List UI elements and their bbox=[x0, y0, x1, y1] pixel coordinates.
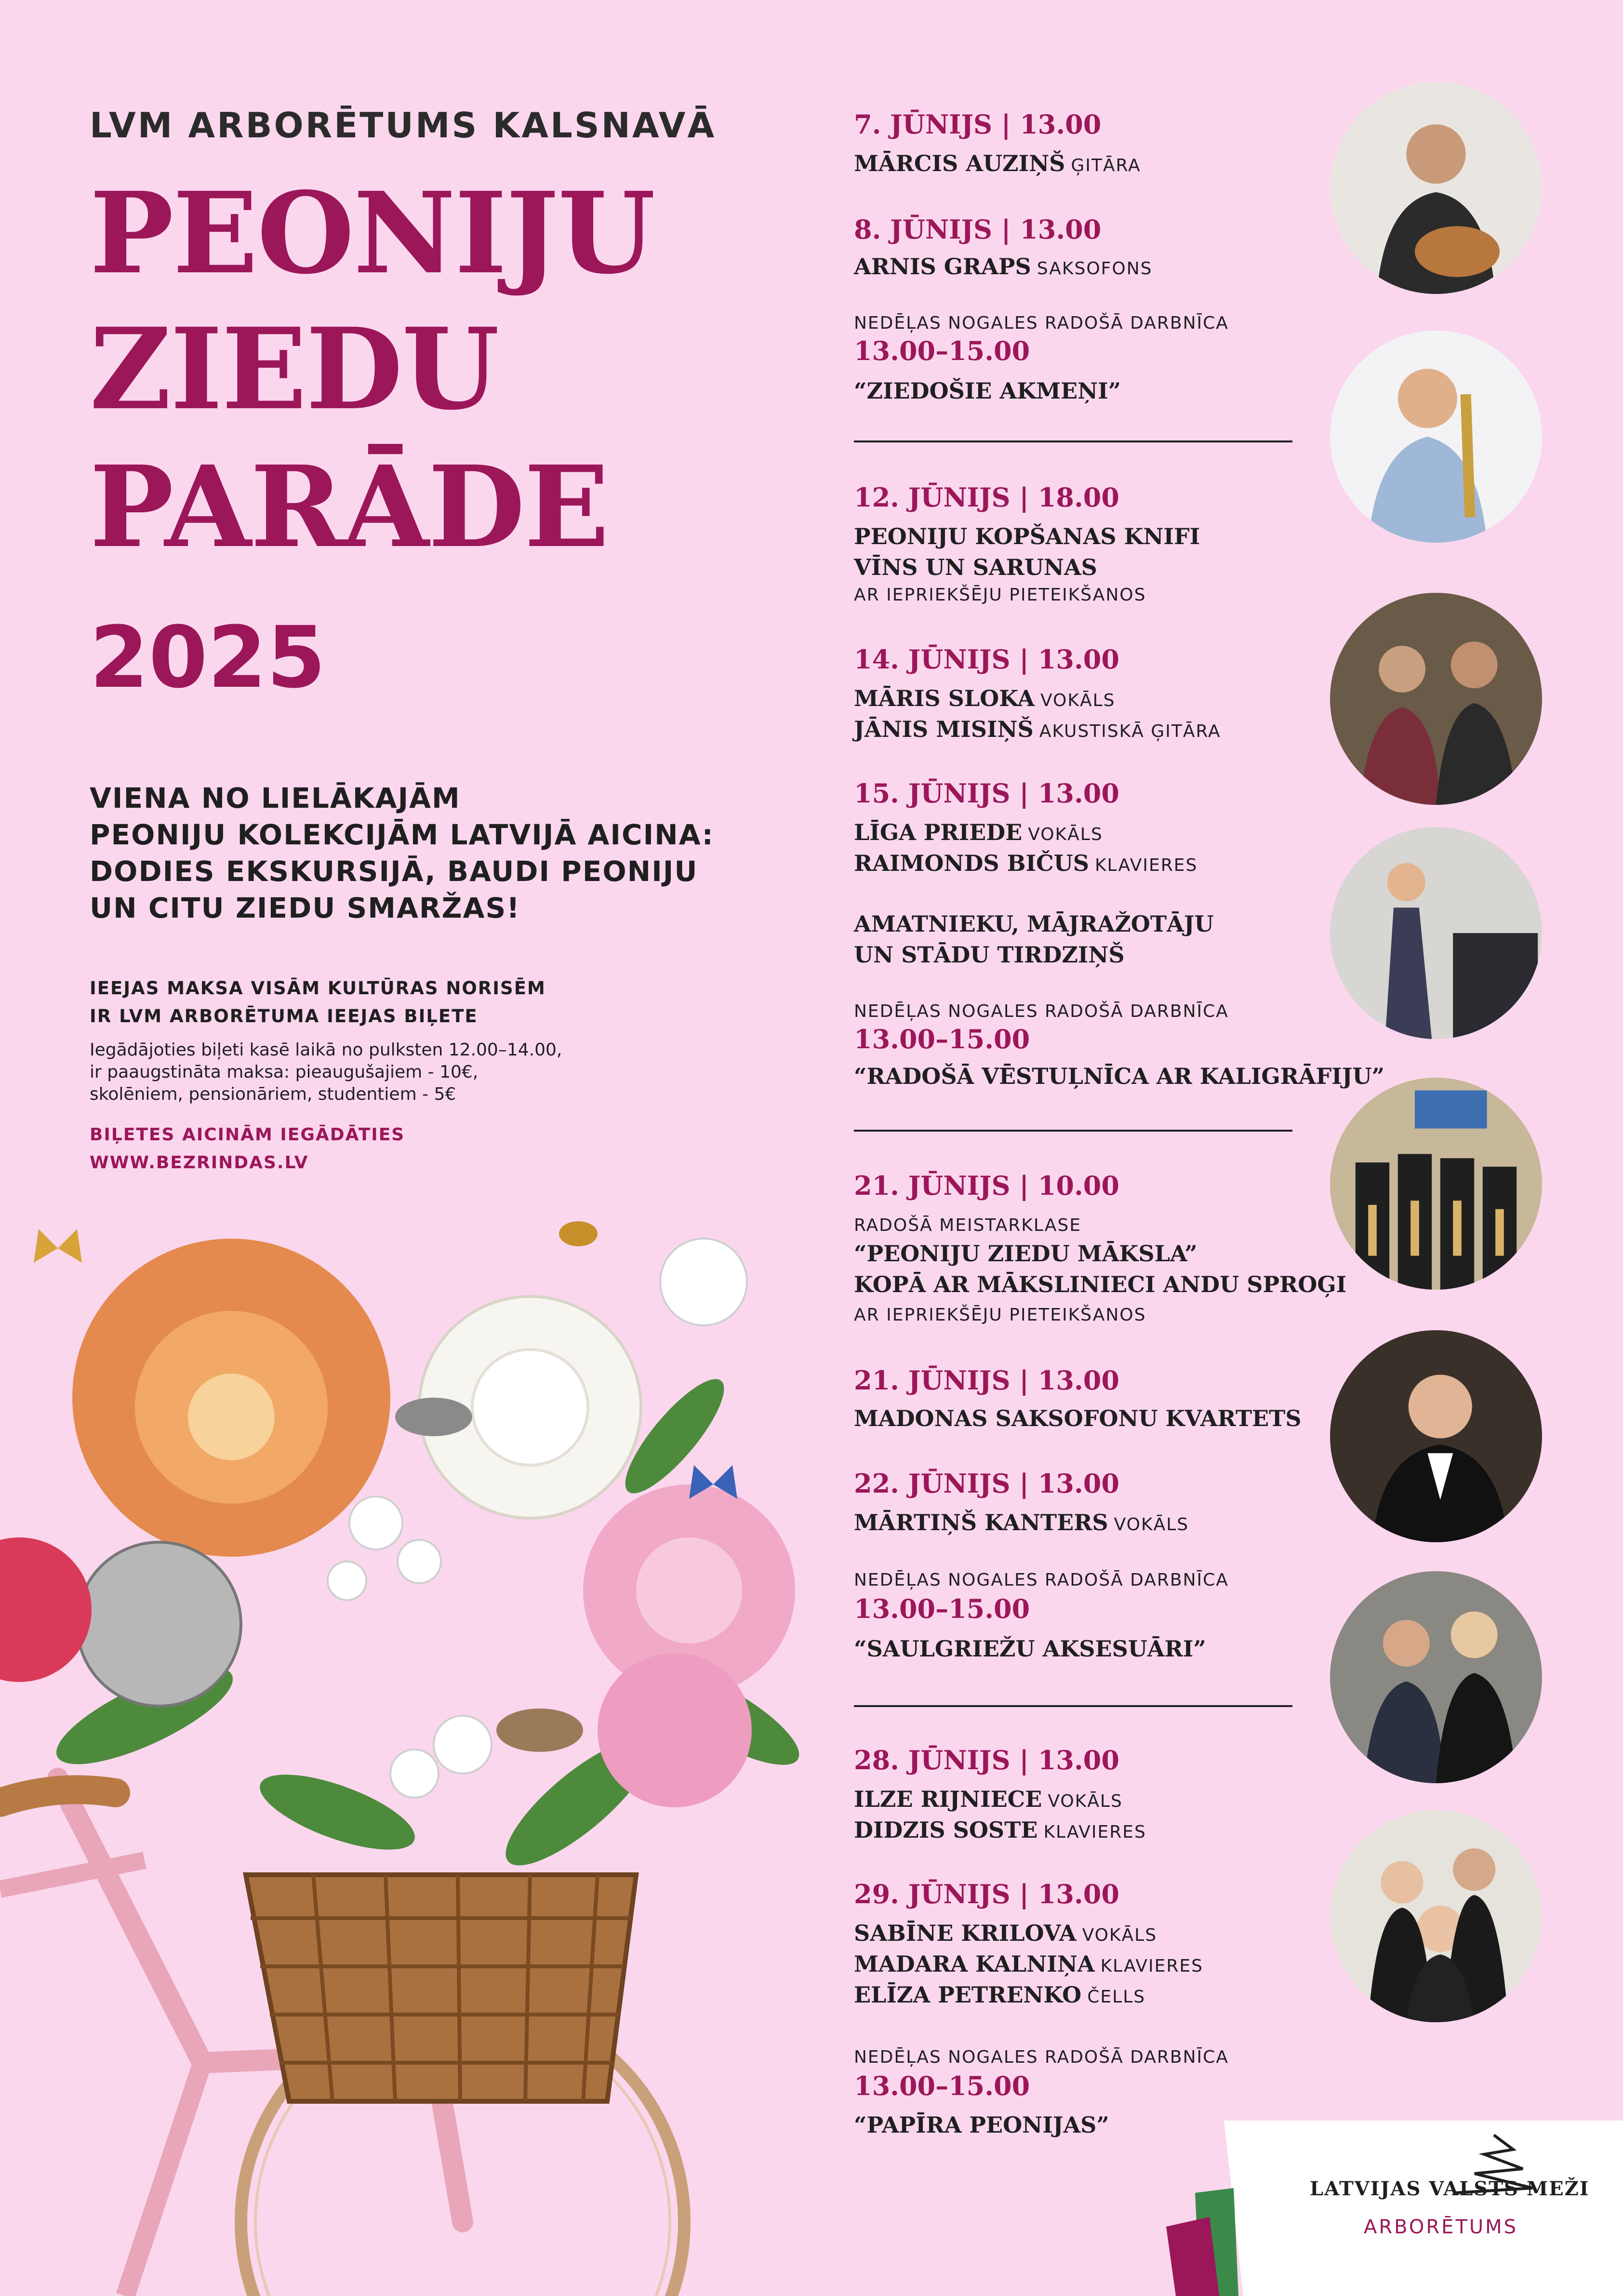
performer-name: SABĪNE KRILOVA bbox=[854, 1920, 1077, 1946]
intro-text bbox=[90, 780, 716, 926]
performer-role: VOKĀLS bbox=[1028, 825, 1103, 844]
workshop-time: 13.00–15.00 bbox=[854, 335, 1030, 366]
workshop-time: 13.00–15.00 bbox=[854, 1593, 1030, 1624]
performer-photo-saxophonist bbox=[1330, 331, 1542, 543]
performer-name: MĀRCIS AUZIŅŠ bbox=[854, 150, 1065, 176]
intro-line: UN CITU ZIEDU SMARŽAS! bbox=[90, 892, 520, 924]
performer-name: ILZE RIJNIECE bbox=[854, 1786, 1042, 1812]
workshop-label: NEDĒĻAS NOGALES RADOŠĀ DARBNĪCA bbox=[854, 1001, 1229, 1021]
workshop-title: “RADOŠĀ VĒSTUĻNĪCA AR KALIGRĀFIJU” bbox=[854, 1063, 1385, 1089]
performer-name: ARNIS GRAPS bbox=[854, 254, 1031, 280]
event-date: 21. JŪNIJS | 10.00 bbox=[854, 1170, 1119, 1201]
performer-photo-saxophone-quartet bbox=[1330, 1078, 1542, 1290]
performer-line bbox=[854, 150, 1141, 176]
performer-photo-vocalist-glasses bbox=[1330, 1330, 1542, 1542]
title-line-3: PARĀDE bbox=[90, 441, 609, 573]
fee-details bbox=[90, 1039, 716, 1106]
event-date: 8. JŪNIJS | 13.00 bbox=[854, 214, 1102, 245]
performer-role: VOKĀLS bbox=[1040, 691, 1116, 710]
registration-note: AR IEPRIEKŠĒJU PIETEIKŠANOS bbox=[854, 585, 1146, 605]
performer-line bbox=[854, 1509, 1189, 1535]
performer-line bbox=[854, 1920, 1157, 1946]
performer-name: RAIMONDS BIČUS bbox=[854, 850, 1089, 876]
performer-name: MADARA KALNIŅA bbox=[854, 1951, 1095, 1977]
performer-role: ĢITĀRA bbox=[1071, 156, 1141, 175]
performer-photo-duo-piano bbox=[1330, 1571, 1542, 1783]
workshop-time: 13.00–15.00 bbox=[854, 1024, 1030, 1055]
fee-detail-line: Iegādājoties biļeti kasē laikā no pulksten 12.00–14.00, bbox=[90, 1040, 562, 1060]
market-title: AMATNIEKU, MĀJRAŽOTĀJU bbox=[854, 911, 1214, 937]
performer-name: DIDZIS SOSTE bbox=[854, 1817, 1038, 1843]
performer-line bbox=[854, 1951, 1203, 1977]
basket-icon bbox=[246, 1875, 636, 2101]
event-date: 7. JŪNIJS | 13.00 bbox=[854, 109, 1102, 140]
performer-role: VOKĀLS bbox=[1048, 1791, 1123, 1811]
performer-role: VOKĀLS bbox=[1114, 1515, 1189, 1535]
fee-heading-line: IR LVM ARBORĒTUMA IEEJAS BIĻETE bbox=[90, 1006, 478, 1027]
workshop-label: NEDĒĻAS NOGALES RADOŠĀ DARBNĪCA bbox=[854, 313, 1229, 333]
logo-name: LATVIJAS VALSTS MEŽI bbox=[1310, 2177, 1590, 2200]
performer-line bbox=[854, 819, 1103, 845]
event-title: “PEONIJU ZIEDU MĀKSLA” bbox=[854, 1241, 1197, 1267]
section-divider bbox=[854, 1130, 1292, 1132]
event-title: KOPĀ AR MĀKSLINIECI ANDU SPROĢI bbox=[854, 1271, 1347, 1297]
tickets-link[interactable]: WWW.BEZRINDAS.LV bbox=[90, 1153, 309, 1173]
performer-role: ČELLS bbox=[1087, 1987, 1146, 2007]
intro-line: DODIES EKSKURSIJĀ, BAUDI PEONIJU bbox=[90, 855, 698, 888]
performer-photo-duo-guitar bbox=[1330, 593, 1542, 805]
event-date: 22. JŪNIJS | 13.00 bbox=[854, 1468, 1119, 1499]
performer-line bbox=[854, 850, 1197, 876]
performer-name: JĀNIS MISIŅŠ bbox=[854, 716, 1034, 742]
logo-subtitle: ARBORĒTUMS bbox=[1364, 2216, 1518, 2238]
workshop-title: “SAULGRIEŽU AKSESUĀRI” bbox=[854, 1636, 1206, 1662]
performer-photo-guitarist bbox=[1330, 82, 1542, 294]
bicycle-flowers-illustration bbox=[0, 1137, 829, 2296]
tickets-label: BIĻETES AICINĀM IEGĀDĀTIES bbox=[90, 1125, 405, 1145]
fee-detail-line: skolēniem, pensionāriem, studentiem - 5€ bbox=[90, 1084, 456, 1104]
performer-name: MĀRIS SLOKA bbox=[854, 685, 1035, 711]
performer-name: MĀRTIŅŠ KANTERS bbox=[854, 1509, 1108, 1535]
bird-icon bbox=[496, 1709, 583, 1752]
performer-line bbox=[854, 716, 1221, 742]
section-divider bbox=[854, 1705, 1292, 1707]
performer-role: VOKĀLS bbox=[1082, 1925, 1157, 1945]
venue-heading: LVM ARBORĒTUMS KALSNAVĀ bbox=[90, 105, 717, 146]
event-title: PEONIJU KOPŠANAS KNIFI bbox=[854, 523, 1200, 549]
title-line-1: PEONIJU bbox=[90, 167, 655, 299]
performer-line bbox=[854, 1982, 1145, 2008]
performer-name: ELĪZA PETRENKO bbox=[854, 1982, 1082, 2008]
workshop-label: NEDĒĻAS NOGALES RADOŠĀ DARBNĪCA bbox=[854, 2047, 1229, 2067]
workshop-time: 13.00–15.00 bbox=[854, 2070, 1030, 2101]
event-date: 21. JŪNIJS | 13.00 bbox=[854, 1365, 1119, 1396]
title-line-2: ZIEDU bbox=[90, 303, 499, 435]
event-date: 28. JŪNIJS | 13.00 bbox=[854, 1745, 1119, 1775]
performer-name: MADONAS SAKSOFONU KVARTETS bbox=[854, 1405, 1302, 1431]
performer-line bbox=[854, 685, 1116, 711]
workshop-label: NEDĒĻAS NOGALES RADOŠĀ DARBNĪCA bbox=[854, 1570, 1229, 1590]
event-date: 12. JŪNIJS | 18.00 bbox=[854, 482, 1119, 513]
handlebar-grip bbox=[0, 1789, 116, 1802]
butterfly-icon bbox=[34, 1229, 82, 1263]
event-date: 29. JŪNIJS | 13.00 bbox=[854, 1879, 1119, 1909]
performer-photo-singer-pianist bbox=[1330, 827, 1542, 1039]
intro-line: VIENA NO LIELĀKAJĀM bbox=[90, 782, 461, 814]
logo-background bbox=[1166, 2121, 1623, 2296]
performer-name: LĪGA PRIEDE bbox=[854, 819, 1023, 845]
performer-role: KLAVIERES bbox=[1094, 855, 1198, 875]
workshop-title: “ZIEDOŠIE AKMEŅI” bbox=[854, 378, 1121, 404]
workshop-title: “PAPĪRA PEONIJAS” bbox=[854, 2112, 1109, 2138]
performer-line bbox=[854, 254, 1153, 280]
performer-line bbox=[854, 1786, 1123, 1812]
performer-role: KLAVIERES bbox=[1100, 1956, 1203, 1976]
performer-role: AKUSTISKĀ ĢITĀRA bbox=[1039, 721, 1221, 741]
event-date: 14. JŪNIJS | 13.00 bbox=[854, 644, 1119, 675]
section-divider bbox=[854, 441, 1292, 442]
masterclass-label: RADOŠĀ MEISTARKLASE bbox=[854, 1215, 1081, 1235]
fee-detail-line: ir paaugstināta maksa: pieaugušajiem - 10€, bbox=[90, 1062, 479, 1082]
performer-role: SAKSOFONS bbox=[1037, 259, 1153, 279]
bird-icon bbox=[395, 1398, 472, 1436]
registration-note: AR IEPRIEKŠĒJU PIETEIKŠANOS bbox=[854, 1305, 1146, 1325]
year: 2025 bbox=[90, 608, 326, 707]
bee-icon bbox=[559, 1221, 598, 1246]
intro-line: PEONIJU KOLEKCIJĀM LATVIJĀ AICINA: bbox=[90, 818, 714, 851]
fee-heading bbox=[90, 974, 716, 1030]
event-title: VĪNS UN SARUNAS bbox=[854, 554, 1097, 580]
event-date: 15. JŪNIJS | 13.00 bbox=[854, 778, 1119, 809]
performer-photo-trio bbox=[1330, 1810, 1542, 2022]
performer-line bbox=[854, 1817, 1146, 1843]
red-peony-icon bbox=[0, 1537, 92, 1682]
grey-peony-icon bbox=[77, 1542, 241, 1706]
performer-role: KLAVIERES bbox=[1043, 1822, 1146, 1842]
market-title: UN STĀDU TIRDZIŅŠ bbox=[854, 942, 1125, 968]
fee-heading-line: IEEJAS MAKSA VISĀM KULTŪRAS NORISĒM bbox=[90, 978, 546, 999]
